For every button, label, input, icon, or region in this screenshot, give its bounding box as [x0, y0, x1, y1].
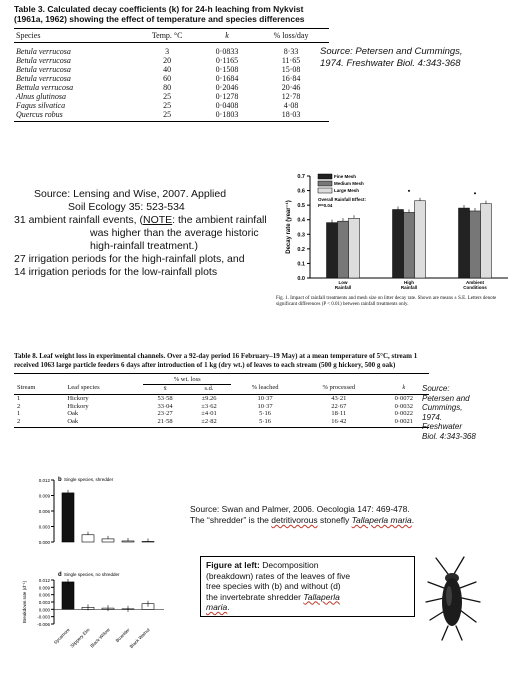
table-cell-temp: 20 — [163, 56, 172, 65]
chart-b-bar — [102, 539, 114, 542]
table-8-grid — [14, 373, 429, 428]
table-3-header: Temp. °C — [133, 29, 201, 43]
table-cell-loss: 4·08 — [283, 101, 299, 110]
table-cell-species: Betula verrucosa — [16, 47, 71, 56]
table-cell-temp: 80 — [163, 83, 172, 92]
fig1-legend-label: Medium Mesh — [334, 181, 364, 186]
chart-b-bar — [142, 541, 154, 542]
table-8-header: Stream — [14, 384, 64, 395]
fig1-significance-mark: ▪ — [473, 190, 477, 198]
table-row — [14, 56, 329, 65]
table-8-header: x̄ — [143, 384, 187, 395]
fig1-legend-label: Large Mesh — [334, 188, 360, 193]
lensing-para-2: 27 irrigation periods for the high-rainfall plots, and — [14, 253, 245, 265]
table-cell-k: 0·1165 — [215, 56, 239, 65]
fig1-x-label: High — [404, 280, 414, 285]
table-cell-species: Betula verrucosa — [16, 56, 71, 65]
table-cell-sd: ±2·82 — [187, 418, 231, 428]
table-cell-loss: 11·65 — [281, 56, 301, 65]
chart-d-category-label: Black Walnut — [128, 627, 151, 650]
table-8-header: Leaf species — [64, 384, 143, 395]
table-cell-mean: 53·58 — [157, 395, 173, 402]
table-cell-loss: 16·84 — [281, 74, 301, 83]
fig1-y-tick-label: 0.0 — [297, 276, 305, 282]
source-line: Source: — [422, 384, 450, 393]
fig1-caption: Fig. 1. Impact of rainfall treatments and mesh size on litter decay rate. Shown are means ± S.E. Letters denote significant differences (P < 0.01) between rainfall treatments only. — [276, 296, 497, 307]
table-cell-k: 0·1508 — [215, 65, 239, 74]
chart-d-y-tick-label: -0.006 — [37, 622, 50, 627]
fig1-bar — [404, 212, 415, 278]
table-row — [14, 110, 329, 122]
table-cell-k: 0·0022 — [394, 410, 414, 417]
lensing-para-3: 14 irrigation periods for the low-rainfall plots — [14, 266, 218, 278]
source-petersen-top — [320, 46, 515, 70]
table-8 — [14, 352, 429, 428]
table-row — [14, 403, 429, 411]
lensing-text — [14, 188, 284, 279]
fig1-bar — [349, 218, 360, 278]
figure-left-title: Figure at left: — [206, 560, 260, 570]
swan-source — [190, 504, 515, 526]
source-line: 1974. — [422, 412, 443, 422]
table-8-header: s.d. — [187, 384, 231, 395]
lensing-text-span: 31 ambient rainfall events, ( — [14, 214, 143, 226]
table-cell-loss: 12·78 — [281, 92, 301, 101]
swan-text: The “shredder” is the — [190, 515, 272, 525]
fig1-y-tick-label: 0.5 — [297, 203, 305, 210]
fig1-y-tick-label: 0.1 — [297, 261, 305, 268]
fig1-legend-label: Fine Mesh — [334, 174, 357, 179]
lensing-para-1b: was higher than the average historic — [90, 227, 259, 239]
fig1-x-label: Conditions — [463, 285, 487, 290]
fig1-y-tick-label: 0.7 — [297, 174, 305, 180]
chart-b-y-tick-label: 0.009 — [38, 493, 50, 499]
table-cell-stream: 2 — [14, 418, 64, 428]
table-cell-temp: 25 — [163, 101, 172, 110]
fig1-significance-mark: ▪ — [407, 187, 411, 195]
table-3-caption: Table 3. Calculated decay coefficients (k) for 24-h leaching from Nykvist (1961a, 1962) showing the effect of temperature and species differences — [14, 4, 305, 24]
source-line: Source: Petersen and Cummings, — [320, 46, 463, 57]
figure-left-text: tree species with (b) and without (d) — [206, 581, 341, 591]
table-row — [14, 43, 329, 57]
chart-b-title: Single species, shredder — [64, 477, 114, 482]
fig1-y-tick-label: 0.2 — [297, 246, 305, 253]
fig1-y-tick-label: 0.6 — [297, 188, 305, 195]
table-cell-k: 0·0833 — [215, 47, 239, 56]
figure-left-species: Tallaperla — [303, 591, 340, 602]
lensing-source-2: Soil Ecology 35: 523-534 — [68, 201, 185, 213]
swan-text: . — [411, 515, 415, 525]
fig1-p-value: P=0.04 — [318, 203, 333, 208]
table-cell-loss: 20·46 — [281, 83, 301, 92]
table-8-header: % processed — [299, 384, 379, 395]
source-line: 1974. Freshwater Biol. 4:343-368 — [320, 58, 461, 69]
source-line: Cummings, — [422, 403, 463, 412]
chart-d-y-label: Breakdown rate (d⁻¹) — [22, 580, 27, 624]
swan-line-1: Source: Swan and Palmer, 2006. Oecologia 147: 469-478. — [190, 504, 410, 514]
source-line: Petersen and — [422, 393, 470, 403]
table-cell-species: Bettula verrucosa — [16, 83, 74, 92]
table-cell-species: Alnus glutinosa — [16, 92, 67, 101]
fig1-bar — [327, 223, 338, 278]
table-3-header: k — [201, 29, 253, 43]
figure-left-text: (breakdown) rates of the leaves of five — [206, 570, 351, 581]
fig1-legend-swatch — [318, 188, 332, 193]
table-cell-k: 0·0021 — [379, 418, 429, 428]
figure-left-text: . — [227, 602, 230, 612]
table-cell-mean: 23·27 — [157, 410, 173, 417]
chart-d-label: d — [58, 572, 62, 578]
swan-detritivorous: detritivorous — [271, 515, 318, 525]
chart-d-y-tick-label: 0.009 — [38, 585, 50, 591]
table-cell-k: 0·0032 — [394, 402, 414, 410]
table-cell-sd: ±4·01 — [201, 410, 217, 417]
source-line: Freshwater — [422, 422, 463, 431]
chart-d-category-label: Black Willow — [89, 627, 111, 649]
table-cell-stream: 2 — [17, 402, 21, 410]
table-cell-k: 0·1684 — [215, 74, 239, 83]
fig1-x-label: Low — [338, 280, 348, 285]
chart-b-y-tick-label: 0.003 — [38, 524, 50, 530]
table-3 — [14, 4, 329, 122]
table-cell-k: 0·0072 — [394, 395, 414, 402]
table-cell-processed: 16·42 — [299, 418, 379, 428]
table-cell-sd: ±9.26 — [201, 395, 217, 402]
table-cell-leached: 10·37 — [257, 395, 273, 402]
fig1-bar — [481, 204, 492, 278]
chart-d-category-label: Sycamore — [52, 627, 71, 646]
chart-d-bar — [62, 582, 74, 609]
chart-b-bar — [122, 541, 134, 542]
chart-d — [14, 562, 189, 700]
fig1-x-label: Rainfall — [334, 285, 352, 290]
note-word: NOTE — [142, 214, 173, 226]
chart-d-y-tick-label: 0.012 — [38, 578, 50, 583]
figure-left-note — [200, 556, 415, 617]
fig1-legend-swatch — [318, 174, 332, 179]
table-cell-processed: 22·67 — [331, 402, 347, 410]
chart-d-y-tick-label: 0.006 — [38, 592, 50, 598]
table-cell-sd: ±3·62 — [201, 402, 217, 410]
table-cell-species: Fagus silvatica — [16, 101, 66, 110]
chart-b-bar — [82, 535, 94, 542]
chart-b-bar — [62, 493, 74, 542]
table-cell-leached: 5·16 — [231, 418, 299, 428]
table-cell-leached: 10·37 — [257, 402, 273, 410]
table-cell-stream: 1 — [17, 410, 21, 417]
chart-d-title: Single species, no shredder — [64, 572, 120, 577]
table-cell-leached: 5·16 — [259, 410, 272, 417]
table-cell-k: 0·1278 — [215, 92, 239, 101]
table-8-header: % leached — [231, 384, 299, 395]
chart-b — [14, 472, 189, 552]
figure-left-species: maria — [206, 602, 228, 612]
fig1-y-tick-label: 0.4 — [297, 217, 305, 224]
swan-line-2 — [190, 515, 515, 526]
table-cell-temp: 25 — [133, 110, 201, 122]
table-cell-loss: 8·33 — [283, 47, 299, 56]
table-cell-species: Oak — [64, 418, 143, 428]
table-cell-species: Betula verrucosa — [16, 65, 71, 74]
chart-d-category-label: Slippery Elm — [69, 627, 91, 649]
table-cell-k: 0·1803 — [201, 110, 253, 122]
chart-d-category-label: Boxelder — [114, 627, 131, 644]
swan-text: stonefly — [317, 515, 352, 525]
table-cell-species: Hickory — [67, 402, 89, 410]
chart-b-label: b — [58, 477, 62, 483]
table-row — [14, 101, 329, 110]
fig1-x-label: Rainfall — [400, 285, 418, 290]
fig1-bar — [338, 221, 349, 278]
table-row — [14, 395, 429, 403]
table-cell-k: 0·2046 — [215, 83, 239, 92]
table-8-caption: Table 8. Leaf weight loss in experimental channels. Over a 92-day period 16 February–19 May) at a mean temperature of 5°C, stream 1 received 1063 large particle feeders 6 days after introduction of 1 kg (dry wt.) of leaves to each stream (500 g hickory, 500 g oak) — [14, 352, 418, 369]
table-cell-processed: 18·11 — [331, 410, 347, 417]
table-cell-temp: 3 — [165, 47, 170, 56]
table-3-grid — [14, 28, 329, 122]
table-cell-loss: 18·03 — [253, 110, 329, 122]
fig1-y-tick-label: 0.3 — [297, 232, 305, 239]
table-8-header: k — [379, 384, 429, 395]
fig1-overall-effect: Overall Rainfall Effect: — [318, 197, 367, 202]
table-cell-processed: 43·21 — [331, 395, 347, 402]
chart-b-y-tick-label: 0.006 — [38, 509, 50, 514]
table-8-group-header: % wt. loss — [143, 374, 231, 385]
figure-left-text: the invertebrate shredder — [206, 591, 304, 602]
table-cell-species: Oak — [67, 410, 79, 417]
table-cell-temp: 25 — [163, 92, 172, 101]
table-row — [14, 74, 329, 83]
fig1-bar — [459, 208, 470, 278]
fig1-legend-swatch — [318, 181, 332, 186]
table-cell-species: Betula verrucosa — [16, 74, 71, 83]
lensing-para-1 — [14, 214, 284, 227]
table-cell-stream: 1 — [17, 395, 21, 402]
table-cell-loss: 15·08 — [281, 65, 301, 74]
table-row — [14, 83, 329, 92]
table-cell-temp: 60 — [163, 74, 172, 83]
table-cell-species: Hickory — [67, 395, 89, 402]
swan-species: Tallaperla maria — [351, 515, 412, 525]
fig1-y-label: Decay rate (year⁻¹) — [286, 200, 292, 254]
table-row — [14, 92, 329, 101]
table-cell-temp: 40 — [163, 65, 172, 74]
source-line: Biol. 4:343-368 — [422, 431, 476, 441]
lensing-source-1: Source: Lensing and Wise, 2007. Applied — [34, 188, 227, 200]
chart-b-y-tick-label: 0.012 — [38, 478, 50, 483]
stonefly-photo — [418, 552, 488, 642]
table-row — [14, 65, 329, 74]
table-3-header: Species — [14, 29, 133, 43]
lensing-text-span: : the ambient rainfall — [172, 214, 267, 226]
figure-left-text: Decomposition — [259, 560, 319, 570]
fig1-x-label: Ambient — [466, 280, 484, 285]
source-petersen-right — [422, 384, 517, 441]
table-row — [14, 418, 429, 428]
table-cell-k: 0·0408 — [215, 101, 239, 110]
table-cell-mean: 21·58 — [143, 418, 187, 428]
fig1-bar — [415, 201, 426, 278]
table-cell-species: Quercus robus — [14, 110, 133, 122]
lensing-para-1c: high-rainfall treatment.) — [90, 240, 198, 252]
chart-b-y-tick-label: 0.000 — [38, 540, 50, 545]
table-row — [14, 410, 429, 418]
table-cell-mean: 33·04 — [157, 402, 173, 410]
chart-d-y-tick-label: -0.003 — [37, 614, 50, 620]
fig1-bar — [393, 210, 404, 278]
fig1-bar — [470, 211, 481, 278]
table-3-header: % loss/day — [253, 29, 329, 43]
chart-d-y-tick-label: 0.000 — [38, 607, 50, 613]
chart-d-y-tick-label: 0.003 — [38, 600, 50, 605]
